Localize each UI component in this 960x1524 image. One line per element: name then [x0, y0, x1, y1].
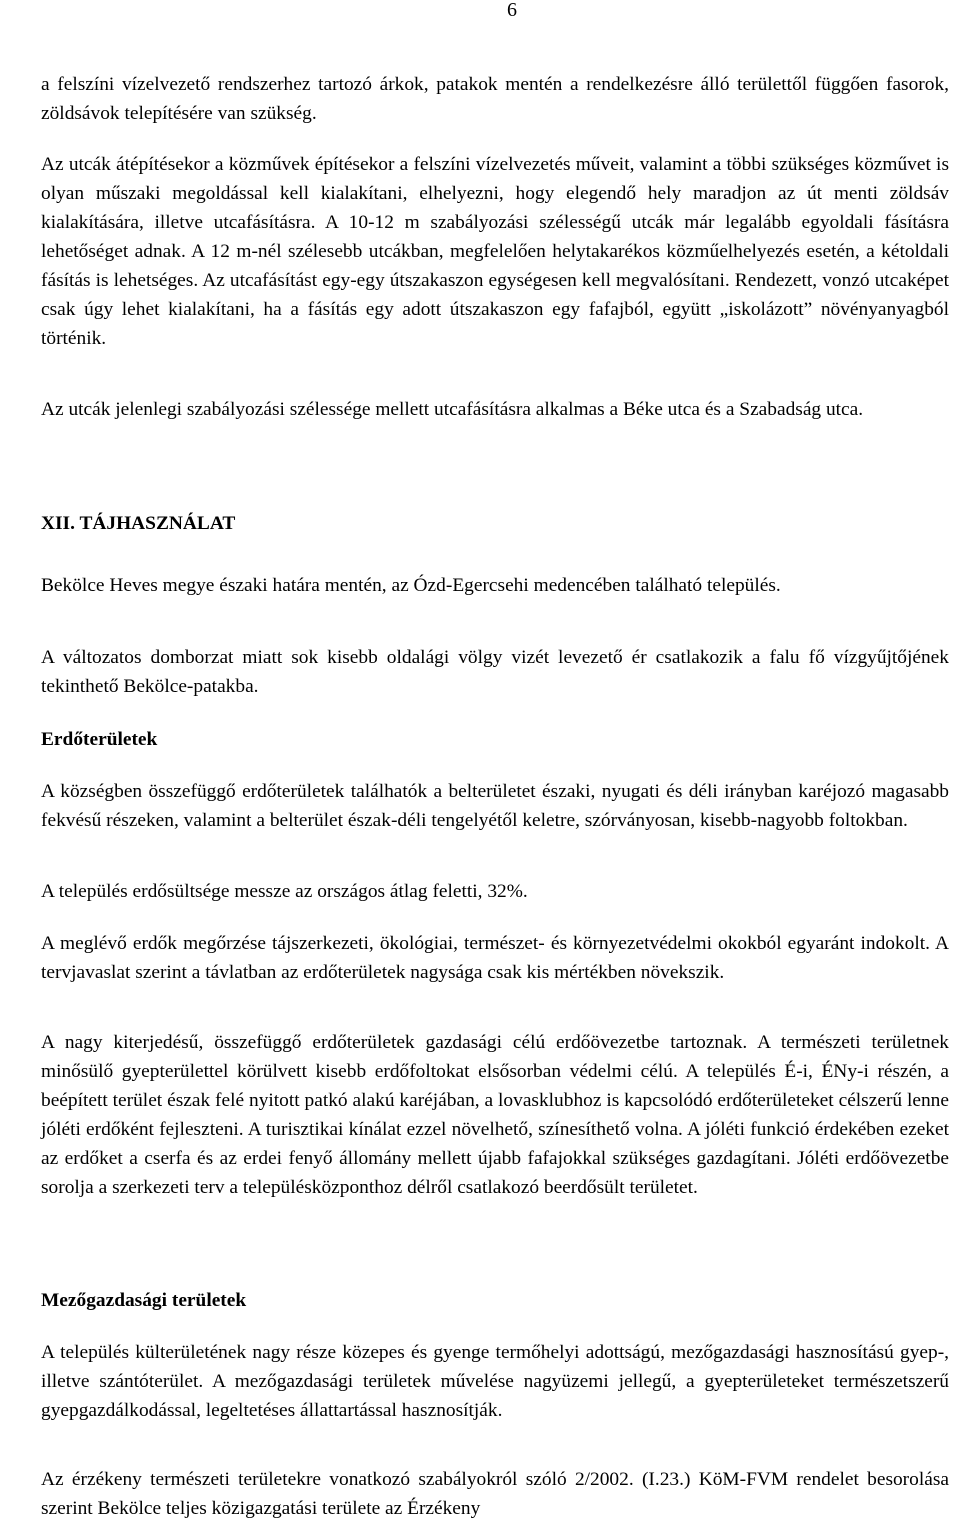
section-heading-landuse: XII. TÁJHASZNÁLAT — [41, 513, 236, 534]
paragraph-greenstrips: a felszíni vízelvezető rendszerhez tartozó árkok, patakok mentén a rendelkezésre álló területtől függően fasorok, zöldsávok telepítésére van szükség. — [41, 74, 949, 124]
paragraph-forest-coverage: A település erdősültsége messze az országos átlag feletti, 32%. — [41, 881, 528, 902]
paragraph-forest-economy: A nagy kiterjedésű, összefüggő erdőterületek gazdasági célú erdőövezetbe tartoznak. A természeti területnek minősülő gyepterülettel körülvett kisebb erdőfoltokat elsősorban védelmi célú. A település É-i, ÉNy-i részén, a beépített terület észak felé nyitott patkó alakú karéjában, a lovasklubhoz is kapcsolódó erdőterületeket célszerű lenne jóléti erdőként fejleszteni. A turisztikai kínálat ezzel növelhető, színesíthető volna. A jóléti funkció érdekében ezeket az erdőket a cserfa és az erdei fenyő állomány mellett újabb fafajokkal szükséges gazdagítani. Jóléti erdőövezetbe sorolja a szerkezeti terv a településközponthoz délről csatlakozó beerdősült területet. — [41, 1032, 949, 1198]
subheading-forest: Erdőterületek — [41, 729, 158, 750]
subheading-agriculture: Mezőgazdasági területek — [41, 1290, 247, 1311]
paragraph-agri-land: A település külterületének nagy része közepes és gyenge termőhelyi adottságú, mezőgazdasági hasznosítású gyep-, illetve szántóterület. A mezőgazdasági területek művelése nagyüzemi jellegű, a gyepterületeket természetszerű gyepgazdálkodással, legeltetéses állattartással hasznosítják. — [41, 1342, 949, 1421]
paragraph-forest-preservation: A meglévő erdők megőrzése tájszerkezeti, ökológiai, természet- és környezetvédelmi okokból egyaránt indokolt. A tervjavaslat szerint a távlatban az erdőterületek nagysága csak kis mértékben növekszik. — [41, 933, 949, 983]
page-number: 6 — [507, 0, 517, 21]
paragraph-location: Bekölce Heves megye északi határa mentén, az Ózd-Egercsehi medencében található település. — [41, 575, 781, 596]
paragraph-forest-location: A községben összefüggő erdőterületek találhatók a belterületet északi, nyugati és déli irányban karéjozó magasabb fekvésű részeken, valamint a belterület észak-déli tengelyétől keletre, szórványosan, kisebb-nagyobb foltokban. — [41, 781, 949, 831]
paragraph-suitable-streets: Az utcák jelenlegi szabályozási szélessége mellett utcafásításra alkalmas a Béke utca és a Szabadság utca. — [41, 399, 864, 420]
paragraph-terrain: A változatos domborzat miatt sok kisebb oldalági völgy vizét levezető ér csatlakozik a falu fő vízgyűjtőjének tekinthető Bekölce-patakba. — [41, 647, 949, 697]
paragraph-sensitive-areas: Az érzékeny természeti területekre vonatkozó szabályokról szóló 2/2002. (I.23.) KöM-FVM rendelet besorolása szerint Bekölce teljes közigazgatási területe az Érzékeny — [41, 1469, 949, 1519]
paragraph-street-trees: Az utcák átépítésekor a közművek építésekor a felszíni vízelvezetés műveit, valamint a többi szükséges közművet is olyan műszaki megoldással kell kialakítani, elhelyezni, hogy elegendő hely maradjon az út menti zöldsáv kialakítására, illetve utcafásításra. A 10-12 m szabályozási szélességű utcák már legalább egyoldali fásításra lehetőséget adnak. A 12 m-nél szélesebb utcákban, megfelelően helytakarékos közműelhelyezés esetén, a kétoldali fásítás is lehetséges. Az utcafásítást egy-egy útszakaszon egységesen kell megvalósítani. Rendezett, vonzó utcaképet csak úgy lehet kialakítani, ha a fásítás egy adott útszakaszon egy fafajból, együtt „iskolázott” növényanyagból történik. — [41, 154, 949, 349]
